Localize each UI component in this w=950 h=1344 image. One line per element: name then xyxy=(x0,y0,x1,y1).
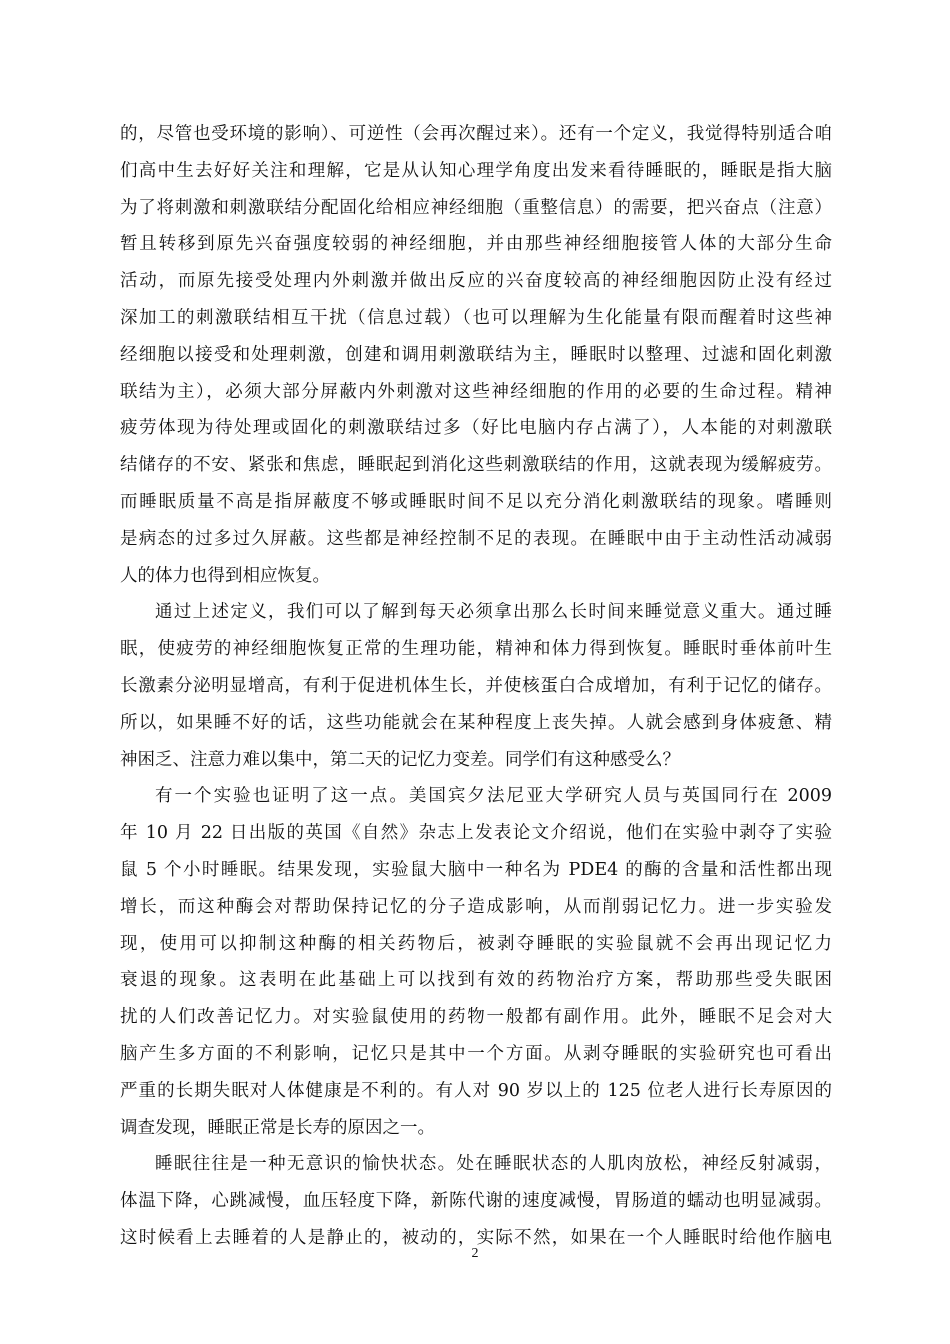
text-line: 眠，使疲劳的神经细胞恢复正常的生理功能，精神和体力得到恢复。睡眠时垂体前叶生 xyxy=(120,639,832,660)
paragraph xyxy=(120,116,832,594)
text-line: 经细胞以接受和处理刺激，创建和调用刺激联结为主，睡眠时以整理、过滤和固化刺激 xyxy=(120,344,832,365)
text-line: 通过上述定义，我们可以了解到每天必须拿出那么长时间来睡觉意义重大。通过睡 xyxy=(155,602,832,623)
text-line: 人的体力也得到相应恢复。 xyxy=(120,565,330,586)
text-line: 结储存的不安、紧张和焦虑，睡眠起到消化这些刺激联结的作用，这就表现为缓解疲劳。 xyxy=(120,455,832,476)
text-line: 严重的长期失眠对人体健康是不利的。有人对 90 岁以上的 125 位老人进行长寿原因的 xyxy=(120,1080,832,1101)
paragraph xyxy=(120,1146,832,1256)
text-line: 扰的人们改善记忆力。对实验鼠使用的药物一般都有副作用。此外，睡眠不足会对大 xyxy=(120,1007,832,1028)
text-line: 的，尽管也受环境的影响）、可逆性（会再次醒过来）。还有一个定义，我觉得特别适合咱 xyxy=(120,124,832,144)
text-line: 鼠 5 个小时睡眠。结果发现，实验鼠大脑中一种名为 PDE4 的酶的含量和活性都出现 xyxy=(120,859,832,880)
text-line: 而睡眠质量不高是指屏蔽度不够或睡眠时间不足以充分消化刺激联结的现象。嗜睡则 xyxy=(120,491,832,512)
page-number: 2 xyxy=(471,1246,479,1261)
text-line: 调查发现，睡眠正常是长寿的原因之一。 xyxy=(120,1117,435,1138)
text-line: 所以，如果睡不好的话，这些功能就会在某种程度上丧失掉。人就会感到身体疲惫、精 xyxy=(120,712,832,733)
text-line: 体温下降，心跳减慢，血压轻度下降，新陈代谢的速度减慢，胃肠道的蠕动也明显减弱。 xyxy=(120,1191,832,1212)
paragraph xyxy=(120,778,832,1146)
text-line: 长激素分泌明显增高，有利于促进机体生长，并使核蛋白合成增加，有利于记忆的储存。 xyxy=(120,675,832,696)
text-line: 联结为主），必须大部分屏蔽内外刺激对这些神经细胞的作用的必要的生命过程。精神 xyxy=(120,381,832,402)
text-line: 暂且转移到原先兴奋强度较弱的神经细胞，并由那些神经细胞接管人体的大部分生命 xyxy=(120,234,832,255)
text-line: 是病态的过多过久屏蔽。这些都是神经控制不足的表现。在睡眠中由于主动性活动减弱 xyxy=(120,528,832,549)
text-line: 为了将刺激和刺激联结分配固化给相应神经细胞（重整信息）的需要，把兴奋点（注意） xyxy=(120,197,832,218)
text-line: 们高中生去好好关注和理解，它是从认知心理学角度出发来看待睡眠的，睡眠是指大脑 xyxy=(120,160,832,181)
text-line: 衰退的现象。这表明在此基础上可以找到有效的药物治疗方案，帮助那些受失眠困 xyxy=(120,970,832,991)
text-line: 神困乏、注意力难以集中，第二天的记忆力变差。同学们有这种感受么？ xyxy=(120,749,680,770)
text-line: 年 10 月 22 日出版的英国《自然》杂志上发表论文介绍说，他们在实验中剥夺了实验 xyxy=(120,823,832,844)
paragraph xyxy=(120,594,832,778)
text-line: 深加工的刺激联结相互干扰（信息过载）（也可以理解为生化能量有限而醒着时这些神 xyxy=(120,307,832,328)
text-line: 增长，而这种酶会对帮助保持记忆的分子造成影响，从而削弱记忆力。进一步实验发 xyxy=(120,896,832,917)
text-line: 睡眠往往是一种无意识的愉快状态。处在睡眠状态的人肌肉放松，神经反射减弱， xyxy=(155,1154,832,1175)
text-line: 活动，而原先接受处理内外刺激并做出反应的兴奋度较高的神经细胞因防止没有经过 xyxy=(120,271,832,292)
text-line: 脑产生多方面的不利影响，记忆只是其中一个方面。从剥夺睡眠的实验研究也可看出 xyxy=(120,1043,832,1064)
text-line: 现，使用可以抑制这种酶的相关药物后，被剥夺睡眠的实验鼠就不会再出现记忆力 xyxy=(120,933,832,954)
text-line: 有一个实验也证明了这一点。美国宾夕法尼亚大学研究人员与英国同行在 2009 xyxy=(155,786,832,807)
text-line: 这时候看上去睡着的人是静止的，被动的，实际不然，如果在一个人睡眠时给他作脑电 xyxy=(120,1227,832,1248)
text-line: 疲劳体现为待处理或固化的刺激联结过多（好比电脑内存占满了），人本能的对刺激联 xyxy=(120,418,832,439)
body-text xyxy=(120,116,832,1257)
